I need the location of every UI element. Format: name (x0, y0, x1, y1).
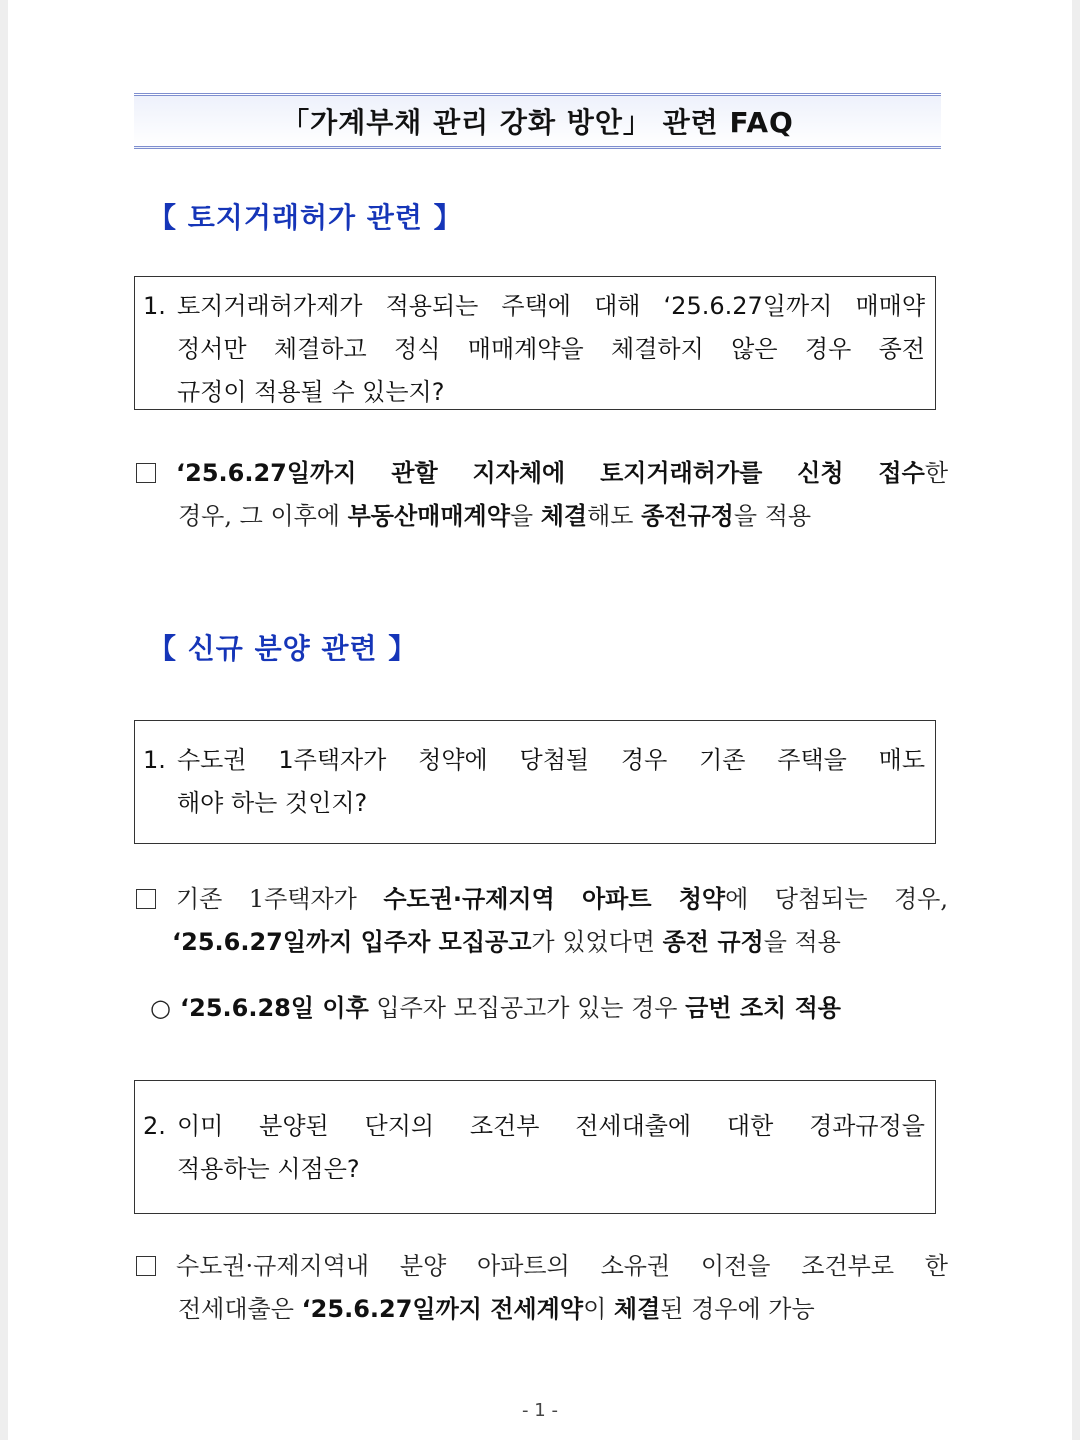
question-box-new-sale-1 (134, 720, 936, 844)
question-line (143, 1105, 925, 1148)
document-title (134, 93, 941, 149)
answer-text-line-2: 경우, 그 이후에 부동산매매계약을 체결해도 종전규정을 적용 (178, 502, 812, 530)
answer-text-line-2: 전세대출은 ‘25.6.27일까지 전세계약이 체결된 경우에 가능 (178, 1295, 815, 1323)
page-edge-right (1072, 0, 1080, 1440)
section-heading-new-sale: 【 신규 분양 관련 】 (148, 632, 418, 665)
question-text-line-1: 토지거래허가제가 적용되는 주택에 대해 ‘25.6.27일까지 매매약 (177, 292, 925, 320)
answer-line-1 (136, 1245, 948, 1288)
answer-land-permit-1 (136, 452, 948, 538)
question-line (143, 285, 925, 328)
checkbox-bullet-icon (136, 889, 156, 909)
question-number: 1. (143, 292, 166, 320)
section-heading-land-permit: 【 토지거래허가 관련 】 (148, 201, 463, 234)
answer-line-1 (136, 452, 948, 495)
question-box-new-sale-2 (134, 1080, 936, 1214)
answer-text-line-2: ‘25.6.27일까지 입주자 모집공고가 있었다면 종전 규정을 적용 (172, 928, 841, 956)
answer-text-line-1: ‘25.6.27일까지 관할 지자체에 토지거래허가를 신청 접수한 (176, 459, 948, 487)
answer-new-sale-1-sub (150, 987, 930, 1030)
question-box-land-permit-1 (134, 276, 936, 410)
answer-line-1 (136, 878, 948, 921)
circle-bullet-icon: ○ (150, 994, 171, 1022)
question-number: 1. (143, 746, 166, 774)
question-text-line-2: 해야 하는 것인지? (177, 789, 368, 817)
document-title-text: 「가계부채 관리 강화 방안」 관련 FAQ (281, 106, 794, 139)
answer-text-line-1: 수도권·규제지역내 분양 아파트의 소유권 이전을 조건부로 한 (176, 1252, 948, 1280)
question-text-line-1: 수도권 1주택자가 청약에 당첨될 경우 기존 주택을 매도 (177, 746, 925, 774)
checkbox-bullet-icon (136, 1256, 156, 1276)
question-line (143, 739, 925, 782)
question-text-line-1: 이미 분양된 단지의 조건부 전세대출에 대한 경과규정을 (177, 1112, 925, 1140)
question-text-line-2: 정서만 체결하고 정식 매매계약을 체결하지 않은 경우 종전 (177, 335, 925, 363)
page-number: - 1 - (522, 1400, 558, 1421)
answer-text-line-1: 기존 1주택자가 수도권·규제지역 아파트 청약에 당첨되는 경우, (176, 885, 948, 913)
question-number: 2. (143, 1112, 166, 1140)
answer-sub-line: ○ ‘25.6.28일 이후 입주자 모집공고가 있는 경우 금번 조치 적용 (150, 987, 930, 1030)
question-text-line-2: 적용하는 시점은? (177, 1155, 360, 1183)
checkbox-bullet-icon (136, 463, 156, 483)
answer-new-sale-1 (136, 878, 948, 964)
question-text-line-3: 규정이 적용될 수 있는지? (177, 378, 445, 406)
answer-new-sale-2 (136, 1245, 948, 1331)
page-edge-left (0, 0, 8, 1440)
